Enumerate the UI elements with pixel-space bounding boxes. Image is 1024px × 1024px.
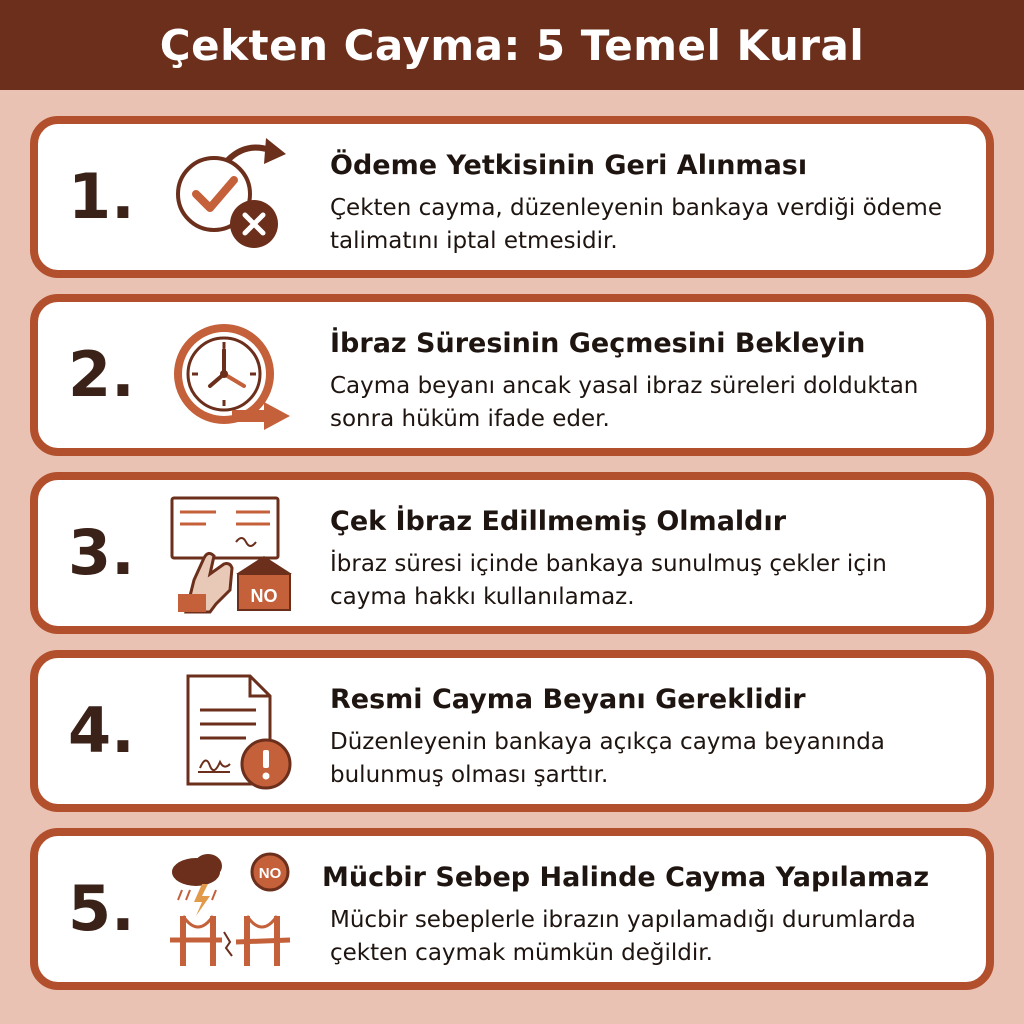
rule-description: Çekten cayma, düzenleyenin bankaya verdiği ödeme talimatını iptal etmesidir. [330, 195, 942, 254]
rule-number: 2. [68, 338, 135, 411]
rule-card-1 [30, 116, 994, 278]
rule-title: Mücbir Sebep Halinde Cayma Yapılamaz [322, 862, 930, 893]
rule-title: Resmi Cayma Beyanı Gereklidir [330, 684, 806, 715]
rule-card-2 [30, 294, 994, 456]
rule-number: 3. [68, 516, 135, 589]
rule-description: Mücbir sebeplerle ibrazın yapılamadığı durumlarda çekten caymak mümkün değildir. [330, 907, 916, 966]
rule-card-3 [30, 472, 994, 634]
hand-cheque-bank-icon [166, 494, 296, 614]
clock-arrow-icon [166, 316, 296, 436]
rule-description: İbraz süresi içinde bankaya sunulmuş çekler için cayma hakkı kullanılamaz. [330, 551, 887, 610]
document-warning-icon [166, 672, 296, 792]
rule-title: Çek İbraz Edillmemiş Olmaldır [330, 506, 787, 537]
rule-number: 4. [68, 694, 135, 767]
rule-title: İbraz Süresinin Geçmesini Bekleyin [330, 328, 866, 359]
rule-description: Düzenleyenin bankaya açıkça cayma beyanında bulunmuş olması şarttır. [330, 729, 885, 788]
rule-description: Cayma beyanı ancak yasal ibraz süreleri dolduktan sonra hüküm ifade eder. [330, 373, 919, 432]
no-badge-text: NO [258, 865, 282, 882]
rule-number: 1. [68, 160, 135, 233]
no-badge-text: NO [250, 586, 278, 606]
page-title: Çekten Cayma: 5 Temel Kural [159, 20, 865, 70]
rule-card-4 [30, 650, 994, 812]
storm-broken-bridge-icon [166, 850, 296, 970]
rule-card-5 [30, 828, 994, 990]
rule-title: Ödeme Yetkisinin Geri Alınması [330, 150, 808, 181]
rule-number: 5. [68, 872, 135, 945]
page-header [0, 0, 1024, 90]
check-revoke-icon [166, 138, 296, 258]
